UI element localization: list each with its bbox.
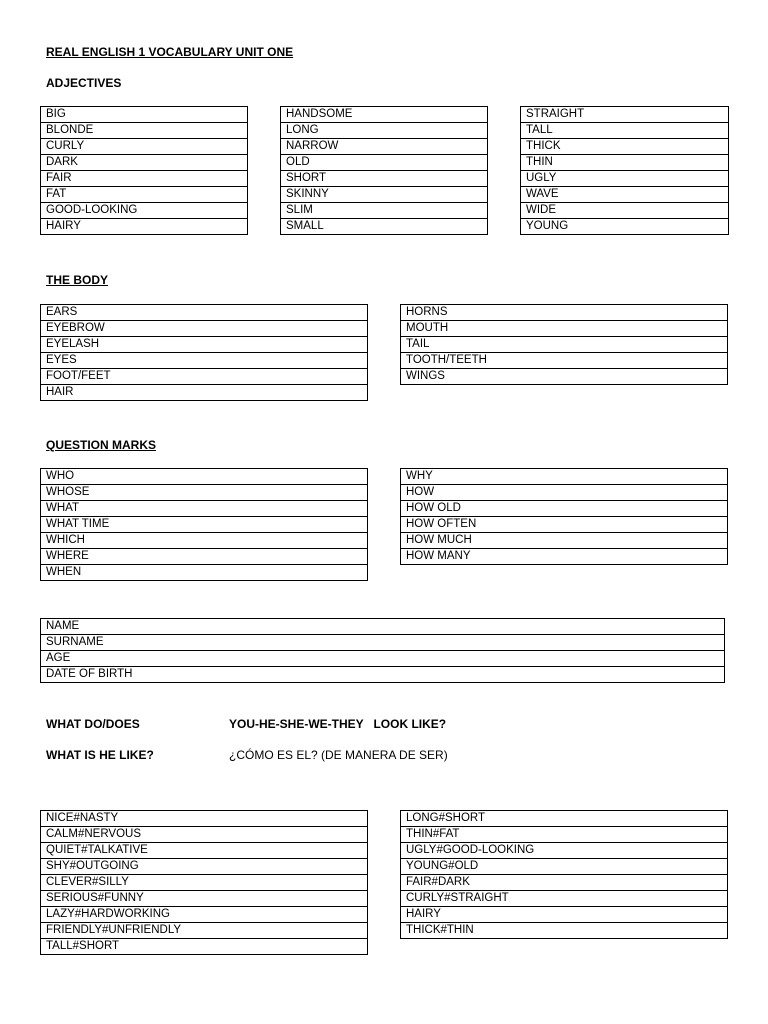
table-row bbox=[41, 533, 368, 549]
table-row bbox=[41, 123, 248, 139]
adjectives-heading: ADJECTIVES bbox=[46, 76, 122, 90]
table-row bbox=[41, 219, 248, 235]
vocab-cell: CALM#NERVOUS bbox=[41, 827, 368, 843]
opposites-table-2 bbox=[400, 810, 728, 939]
vocab-cell: WHICH bbox=[41, 533, 368, 549]
table-row bbox=[41, 843, 368, 859]
table-row bbox=[41, 321, 368, 337]
phrase-1-left: WHAT DO/DOES bbox=[46, 717, 140, 731]
vocab-cell: TALL#SHORT bbox=[41, 939, 368, 955]
table-row bbox=[41, 501, 368, 517]
adjectives-table-1 bbox=[40, 106, 248, 235]
vocab-cell: HAIR bbox=[41, 385, 368, 401]
table-row bbox=[41, 203, 248, 219]
table-row bbox=[41, 619, 725, 635]
questions-table-1 bbox=[40, 468, 368, 581]
vocab-cell: HOW OFTEN bbox=[401, 517, 728, 533]
table-row bbox=[401, 337, 728, 353]
vocab-cell: TALL bbox=[521, 123, 729, 139]
table-row bbox=[521, 139, 729, 155]
table-row bbox=[401, 501, 728, 517]
vocab-cell: WHAT TIME bbox=[41, 517, 368, 533]
vocab-cell: YOUNG bbox=[521, 219, 729, 235]
table-row bbox=[401, 923, 728, 939]
vocab-cell: AGE bbox=[41, 651, 725, 667]
vocab-cell: THIN bbox=[521, 155, 729, 171]
adjectives-table-2 bbox=[280, 106, 488, 235]
vocab-cell: NAME bbox=[41, 619, 725, 635]
table-row bbox=[41, 549, 368, 565]
vocab-cell: BLONDE bbox=[41, 123, 248, 139]
personal-info-table bbox=[40, 618, 725, 683]
page-title: REAL ENGLISH 1 VOCABULARY UNIT ONE bbox=[46, 45, 294, 59]
vocab-cell: WHO bbox=[41, 469, 368, 485]
vocab-cell: FAIR#DARK bbox=[401, 875, 728, 891]
table-row bbox=[521, 155, 729, 171]
table-row bbox=[521, 171, 729, 187]
table-row bbox=[41, 667, 725, 683]
vocab-cell: OLD bbox=[281, 155, 488, 171]
table-row bbox=[41, 875, 368, 891]
table-row bbox=[401, 549, 728, 565]
vocab-cell: BIG bbox=[41, 107, 248, 123]
table-row bbox=[521, 123, 729, 139]
vocab-cell: FAIR bbox=[41, 171, 248, 187]
table-row bbox=[521, 203, 729, 219]
table-row bbox=[401, 321, 728, 337]
vocab-cell: THIN#FAT bbox=[401, 827, 728, 843]
table-row bbox=[41, 305, 368, 321]
vocab-cell: HOW MUCH bbox=[401, 533, 728, 549]
opposites-table-1 bbox=[40, 810, 368, 955]
table-row bbox=[401, 369, 728, 385]
vocab-cell: LAZY#HARDWORKING bbox=[41, 907, 368, 923]
table-row bbox=[401, 517, 728, 533]
phrase-2-right: ¿CÓMO ES EL? (DE MANERA DE SER) bbox=[229, 748, 448, 762]
table-row bbox=[281, 107, 488, 123]
table-row bbox=[401, 875, 728, 891]
vocab-cell: CURLY bbox=[41, 139, 248, 155]
phrase-1-right: YOU-HE-SHE-WE-THEY LOOK LIKE? bbox=[229, 717, 447, 731]
vocab-cell: WHEN bbox=[41, 565, 368, 581]
table-row bbox=[281, 139, 488, 155]
table-row bbox=[41, 485, 368, 501]
vocab-cell: SERIOUS#FUNNY bbox=[41, 891, 368, 907]
table-row bbox=[401, 907, 728, 923]
table-row bbox=[41, 923, 368, 939]
adjectives-table-3 bbox=[520, 106, 729, 235]
vocab-cell: THICK#THIN bbox=[401, 923, 728, 939]
table-row bbox=[41, 187, 248, 203]
table-row bbox=[281, 203, 488, 219]
vocab-cell: WINGS bbox=[401, 369, 728, 385]
table-row bbox=[281, 187, 488, 203]
vocab-cell: TAIL bbox=[401, 337, 728, 353]
vocab-cell: FAT bbox=[41, 187, 248, 203]
vocab-cell: WHAT bbox=[41, 501, 368, 517]
table-row bbox=[41, 369, 368, 385]
vocab-cell: LONG#SHORT bbox=[401, 811, 728, 827]
table-row bbox=[41, 565, 368, 581]
vocab-cell: DATE OF BIRTH bbox=[41, 667, 725, 683]
vocab-cell: HOW MANY bbox=[401, 549, 728, 565]
table-row bbox=[41, 891, 368, 907]
table-row bbox=[281, 171, 488, 187]
table-row bbox=[401, 485, 728, 501]
vocab-cell: SURNAME bbox=[41, 635, 725, 651]
vocab-cell: WAVE bbox=[521, 187, 729, 203]
table-row bbox=[41, 155, 248, 171]
vocab-cell: THICK bbox=[521, 139, 729, 155]
vocab-cell: NICE#NASTY bbox=[41, 811, 368, 827]
vocab-cell: HAIRY bbox=[401, 907, 728, 923]
body-table-1 bbox=[40, 304, 368, 401]
vocab-cell: EYEBROW bbox=[41, 321, 368, 337]
table-row bbox=[41, 827, 368, 843]
vocab-cell: UGLY#GOOD-LOOKING bbox=[401, 843, 728, 859]
vocab-cell: DARK bbox=[41, 155, 248, 171]
table-row bbox=[41, 171, 248, 187]
vocab-cell: WHERE bbox=[41, 549, 368, 565]
table-row bbox=[41, 107, 248, 123]
table-row bbox=[401, 811, 728, 827]
vocab-cell: GOOD-LOOKING bbox=[41, 203, 248, 219]
table-row bbox=[41, 353, 368, 369]
table-row bbox=[521, 219, 729, 235]
vocab-cell: QUIET#TALKATIVE bbox=[41, 843, 368, 859]
vocab-cell: HANDSOME bbox=[281, 107, 488, 123]
vocab-cell: EYELASH bbox=[41, 337, 368, 353]
table-row bbox=[281, 219, 488, 235]
table-row bbox=[41, 859, 368, 875]
table-row bbox=[521, 107, 729, 123]
table-row bbox=[41, 635, 725, 651]
vocab-cell: YOUNG#OLD bbox=[401, 859, 728, 875]
vocab-cell: HAIRY bbox=[41, 219, 248, 235]
vocab-cell: EYES bbox=[41, 353, 368, 369]
vocab-cell: SKINNY bbox=[281, 187, 488, 203]
table-row bbox=[401, 843, 728, 859]
vocab-cell: HOW bbox=[401, 485, 728, 501]
vocab-cell: NARROW bbox=[281, 139, 488, 155]
table-row bbox=[41, 651, 725, 667]
table-row bbox=[41, 337, 368, 353]
table-row bbox=[41, 939, 368, 955]
table-row bbox=[401, 469, 728, 485]
vocab-cell: CLEVER#SILLY bbox=[41, 875, 368, 891]
vocab-cell: SLIM bbox=[281, 203, 488, 219]
phrase-2-left: WHAT IS HE LIKE? bbox=[46, 748, 154, 762]
table-row bbox=[41, 139, 248, 155]
table-row bbox=[401, 533, 728, 549]
vocab-cell: SHY#OUTGOING bbox=[41, 859, 368, 875]
table-row bbox=[41, 517, 368, 533]
table-row bbox=[401, 859, 728, 875]
table-row bbox=[401, 827, 728, 843]
table-row bbox=[281, 123, 488, 139]
table-row bbox=[41, 811, 368, 827]
vocab-cell: WIDE bbox=[521, 203, 729, 219]
table-row bbox=[41, 385, 368, 401]
questions-heading: QUESTION MARKS bbox=[46, 438, 157, 452]
vocab-cell: SHORT bbox=[281, 171, 488, 187]
table-row bbox=[401, 305, 728, 321]
table-row bbox=[521, 187, 729, 203]
table-row bbox=[41, 469, 368, 485]
vocab-cell: LONG bbox=[281, 123, 488, 139]
body-table-2 bbox=[400, 304, 728, 385]
vocab-cell: CURLY#STRAIGHT bbox=[401, 891, 728, 907]
vocab-cell: FOOT/FEET bbox=[41, 369, 368, 385]
table-row bbox=[281, 155, 488, 171]
body-heading: THE BODY bbox=[46, 273, 109, 287]
vocab-cell: EARS bbox=[41, 305, 368, 321]
table-row bbox=[401, 353, 728, 369]
table-row bbox=[401, 891, 728, 907]
vocab-cell: STRAIGHT bbox=[521, 107, 729, 123]
vocab-cell: MOUTH bbox=[401, 321, 728, 337]
vocab-cell: SMALL bbox=[281, 219, 488, 235]
vocab-cell: FRIENDLY#UNFRIENDLY bbox=[41, 923, 368, 939]
vocab-cell: UGLY bbox=[521, 171, 729, 187]
vocab-cell: HORNS bbox=[401, 305, 728, 321]
vocab-cell: HOW OLD bbox=[401, 501, 728, 517]
table-row bbox=[41, 907, 368, 923]
vocab-cell: TOOTH/TEETH bbox=[401, 353, 728, 369]
questions-table-2 bbox=[400, 468, 728, 565]
vocab-cell: WHOSE bbox=[41, 485, 368, 501]
vocab-cell: WHY bbox=[401, 469, 728, 485]
